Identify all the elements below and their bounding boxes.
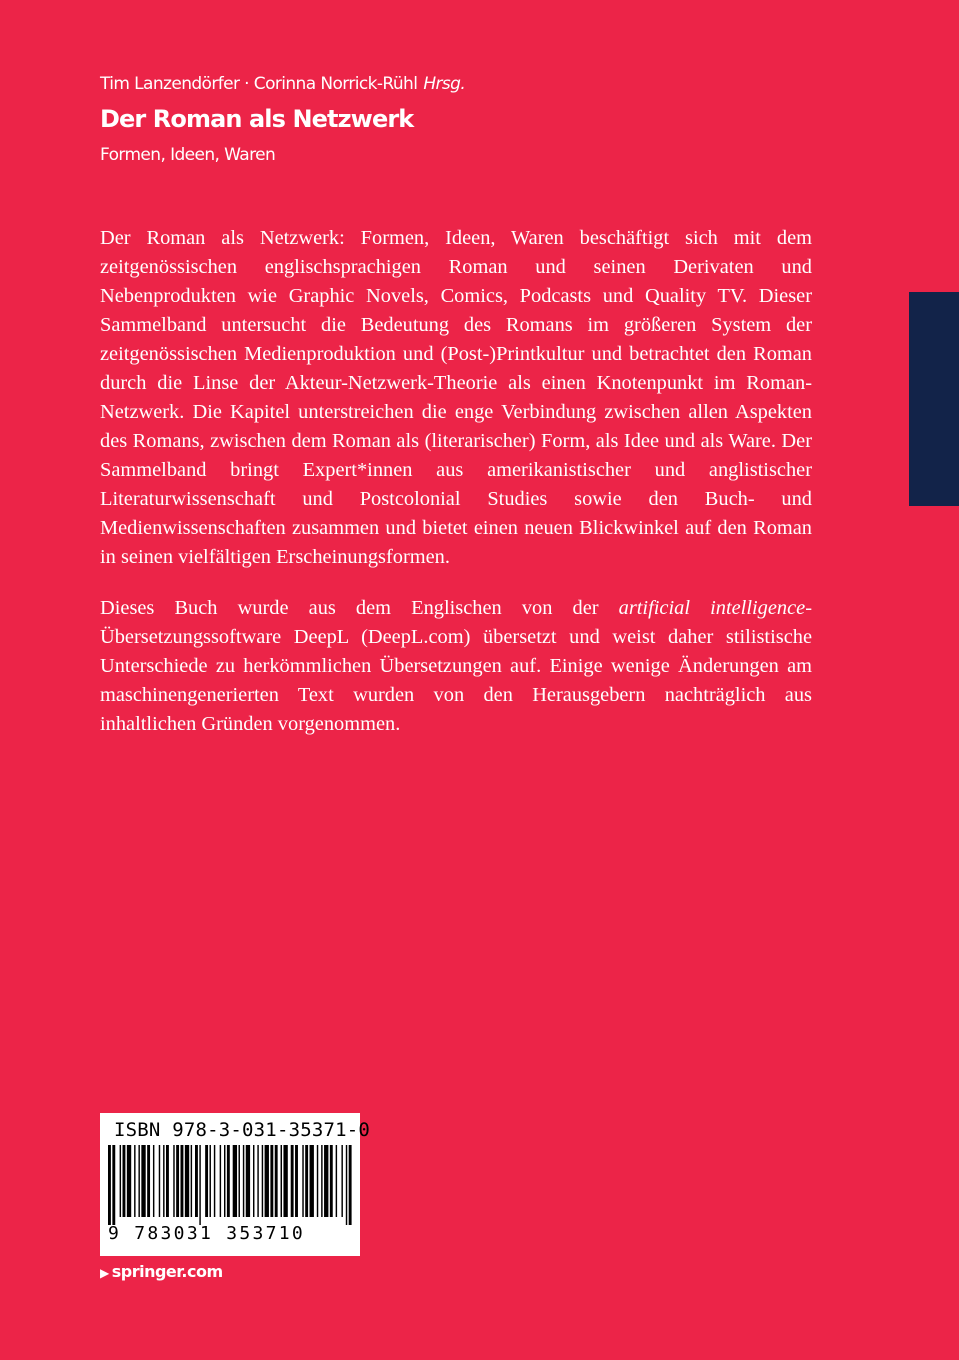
barcode-bar <box>270 1145 273 1217</box>
barcode-bar <box>233 1145 237 1217</box>
barcode-bar <box>257 1145 258 1217</box>
barcode-digits: 9 783031 353710 <box>108 1223 306 1244</box>
barcode-bar <box>262 1145 263 1217</box>
barcode-bar <box>317 1145 318 1217</box>
barcode-bar <box>265 1145 269 1217</box>
editors-role: Hrsg. <box>423 74 466 94</box>
blurb-paragraph-2-end: -Übersetzungssoftware DeepL (DeepL.com) übersetzt und weist daher stilistische Unterschiede zu herkömmlichen Übersetzungen auf. Einige wenige Änderungen am maschinengenerierten Text wurden von den Herausgebern nachträglich aus inhaltlichen Gründen vorgenommen. <box>100 597 812 735</box>
barcode-bar <box>195 1145 198 1217</box>
barcode-bar <box>163 1145 164 1217</box>
barcode-bar <box>147 1145 150 1217</box>
barcode-bar <box>224 1145 225 1217</box>
editors-names: Tim Lanzendörfer · Corinna Norrick-Rühl <box>100 74 418 94</box>
barcode-bar <box>349 1145 352 1225</box>
blurb-paragraph-2 <box>100 594 812 739</box>
barcode-bar <box>134 1145 135 1217</box>
spine-color-tab <box>909 292 959 506</box>
barcode-bar <box>305 1145 308 1217</box>
book-subtitle: Formen, Ideen, Waren <box>100 145 276 165</box>
barcode-bar <box>185 1145 189 1217</box>
barcode-icon <box>108 1145 352 1225</box>
barcode-bar <box>127 1145 131 1217</box>
barcode-bar <box>281 1145 282 1217</box>
editors-line <box>100 74 465 94</box>
barcode-bar <box>108 1145 111 1225</box>
barcode-bar <box>112 1145 115 1225</box>
barcode-bar <box>246 1145 250 1217</box>
barcode-bar <box>153 1145 154 1217</box>
barcode-bar <box>141 1145 145 1217</box>
barcode-bar <box>191 1145 192 1217</box>
barcode-block <box>100 1113 371 1256</box>
barcode-bar <box>283 1145 287 1217</box>
publisher-link[interactable] <box>100 1262 223 1281</box>
barcode-bar <box>123 1145 126 1217</box>
isbn-label: ISBN 978-3-031-35371-0 <box>114 1119 371 1141</box>
barcode-bar <box>253 1145 254 1217</box>
barcode-bar <box>205 1145 208 1217</box>
barcode-bar <box>214 1145 215 1217</box>
barcode-bar <box>295 1145 298 1217</box>
barcode-bar <box>227 1145 230 1217</box>
barcode-bar <box>166 1145 169 1217</box>
arrow-right-icon: ▶ <box>100 1266 109 1280</box>
barcode-bar <box>341 1145 342 1217</box>
blurb-paragraph-2-italic: artificial intelligence <box>618 597 806 619</box>
barcode-bar <box>321 1145 322 1217</box>
barcode-bar <box>243 1145 244 1217</box>
barcode-bar <box>346 1145 347 1225</box>
barcode-bar <box>220 1145 221 1217</box>
barcode-bar <box>120 1145 121 1217</box>
publisher-link-text: springer.com <box>111 1262 223 1281</box>
blurb-paragraph-1: Der Roman als Netzwerk: Formen, Ideen, Waren beschäftigt sich mit dem zeitgenössischen englischsprachigen Roman und seinen Derivaten und Nebenprodukten wie Graphic Novels, Comics, Podcasts und Quality TV. Dieser Sammelband untersucht die Bedeutung des Romans im größeren System der zeitgenössischen Medienproduktion und (Post-)Printkultur und betrachtet den Roman durch die Linse der Akteur-Netzwerk-Theorie als einen Knotenpunkt im Roman-Netzwerk. Die Kapitel unterstreichen die enge Verbindung zwischen allen Aspekten des Romans, zwischen dem Roman als (literarischer) Form, als Idee und als Ware. Der Sammelband bringt Expert*innen aus amerikanistischer und anglistischer Literaturwissenschaft und Postcolonial Studies sowie den Buch- und Medienwissenschaften zusammen und bietet einen neuen Blickwinkel auf den Roman in seinen vielfältigen Erscheinungsformen. <box>100 227 812 568</box>
barcode-bar <box>336 1145 337 1217</box>
barcode-bar <box>138 1145 139 1217</box>
barcode-bar <box>210 1145 211 1217</box>
barcode-bar <box>324 1145 328 1217</box>
blurb-paragraph-2-start: Dieses Buch wurde aus dem Englischen von der <box>100 597 619 619</box>
barcode-bar <box>173 1145 174 1217</box>
barcode-bar <box>275 1145 278 1217</box>
barcode-bar <box>291 1145 294 1217</box>
barcode-bar <box>330 1145 333 1217</box>
barcode-bar <box>159 1145 160 1217</box>
barcode-bar <box>302 1145 303 1217</box>
barcode-bar <box>176 1145 179 1217</box>
book-title: Der Roman als Netzwerk <box>100 105 414 133</box>
barcode-bar <box>181 1145 184 1217</box>
barcode-bar <box>199 1145 200 1225</box>
barcode-bar <box>239 1145 240 1217</box>
barcode-bar <box>310 1145 314 1217</box>
